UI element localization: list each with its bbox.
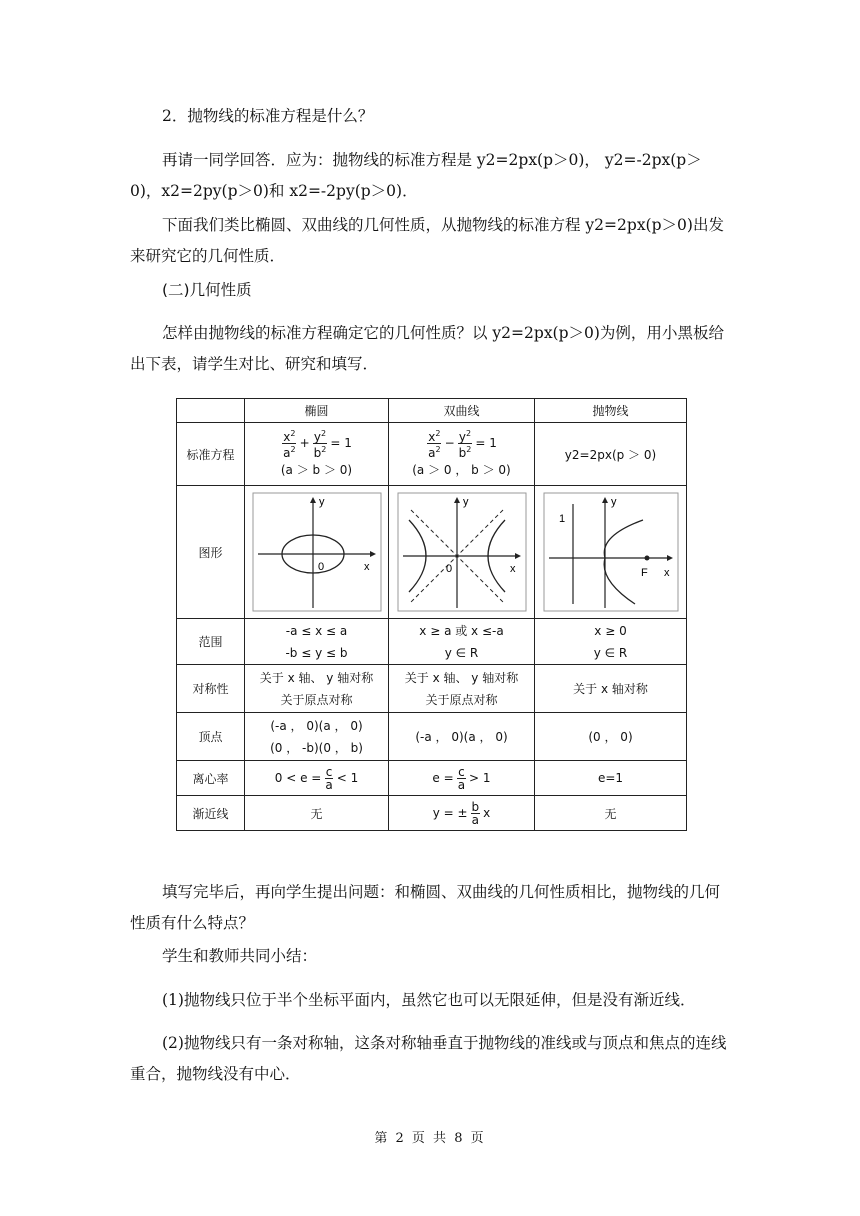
row-label-asymptote: 渐近线	[177, 796, 245, 831]
parabola-equation-cell	[535, 423, 687, 486]
hyperbola-asymptote-cell: y = ± $\frac{b}{a}$ x	[389, 796, 535, 831]
header-parabola: 抛物线	[535, 399, 687, 423]
hyperbola-y-label: y	[462, 496, 468, 508]
ellipse-eq-frac-y: $\frac{y^2}{b^2}$	[313, 428, 327, 460]
summary-point-2: (2)抛物线只有一条对称轴，这条对称轴垂直于抛物线的准线或与顶点和焦点的连线重合，抛物线没有中心．	[130, 1034, 727, 1083]
parabola-range-x: x ≥ 0	[594, 623, 627, 638]
ellipse-range-x: -a ≤ x ≤ a	[285, 623, 348, 638]
hyperbola-symmetry-cell	[389, 665, 535, 713]
ellipse-origin-label: 0	[317, 561, 324, 573]
parabola-curve	[604, 520, 643, 604]
parabola-x-label: x	[663, 567, 669, 579]
hyperbola-equation-cell: $\frac{x^2}{a^2}$ − $\frac{y^2}{b^2}$ = 1 (a ＞ 0 ， b ＞ 0)	[389, 423, 535, 486]
hyperbola-condition: (a ＞ 0 ， b ＞ 0)	[412, 462, 511, 477]
hyperbola-vertex: (-a ， 0)(a ， 0)	[415, 730, 508, 744]
hyperbola-ecc-frac: $\frac{c}{a}$	[457, 764, 466, 792]
parabola-asymptote: 无	[604, 806, 617, 821]
hyperbola-x-label: x	[509, 563, 515, 575]
ellipse-range-y: -b ≤ y ≤ b	[285, 645, 348, 660]
hyperbola-symmetry-origin: 关于原点对称	[425, 692, 498, 707]
hyperbola-eq-frac-x: $\frac{x^2}{a^2}$	[428, 428, 441, 460]
after-paragraph: 填写完毕后，再向学生提出问题：和椭圆、双曲线的几何性质相比，抛物线的几何性质有什么特点？	[130, 883, 721, 932]
hyperbola-range-x: x ≥ a 或 x ≤-a	[419, 623, 504, 638]
vertex-row	[177, 713, 687, 761]
ellipse-symmetry-cell	[245, 665, 389, 713]
ellipse-vertex-x: (-a ， 0)(a ， 0)	[270, 718, 363, 733]
hyperbola-range-y: y ∈ R	[444, 645, 479, 660]
parabola-vertex: (0 ， 0)	[588, 730, 633, 744]
ellipse-range-cell	[245, 619, 389, 665]
ellipse-asymptote-cell	[245, 796, 389, 831]
ellipse-y-label: y	[318, 496, 324, 508]
ellipse-x-label: x	[363, 561, 369, 573]
parabola-graph	[543, 492, 679, 612]
hyperbola-graph	[397, 492, 527, 612]
ellipse-ecc-frac: $\frac{c}{a}$	[325, 764, 333, 792]
hyperbola-eccentricity-cell: e = $\frac{c}{a}$ > 1	[389, 761, 535, 796]
parabola-symmetry: 关于 x 轴对称	[573, 682, 648, 696]
header-hyperbola: 双曲线	[389, 399, 535, 423]
ellipse-vertex-y: (0 ， -b)(0 ， b)	[270, 740, 363, 755]
parabola-y-label: y	[610, 496, 616, 508]
symmetry-row	[177, 665, 687, 713]
parabola-eccentricity-cell	[535, 761, 687, 796]
eccentricity-row	[177, 761, 687, 796]
row-label-range: 范围	[177, 619, 245, 665]
row-label-symmetry: 对称性	[177, 665, 245, 713]
focus-point	[644, 556, 649, 561]
hyperbola-origin-label: 0	[445, 563, 452, 575]
figure-row	[177, 486, 687, 619]
ellipse-condition: (a ＞ b ＞ 0)	[280, 462, 353, 477]
ellipse-figure-cell	[245, 486, 389, 619]
header-empty	[177, 399, 245, 423]
section-title: (二)几何性质	[162, 281, 252, 299]
header-row	[177, 399, 687, 423]
parabola-asymptote-cell	[535, 796, 687, 831]
ellipse-symmetry-axes: 关于 x 轴、 y 轴对称	[259, 670, 374, 685]
ellipse-equation-cell: $\frac{x^2}{a^2}$ + $\frac{y^2}{b^2}$ = 1 (a ＞ b ＞ 0)	[245, 423, 389, 486]
parabola-range-cell	[535, 619, 687, 665]
ellipse-eccentricity-cell: 0 < e = $\frac{c}{a}$ < 1	[245, 761, 389, 796]
header-ellipse: 椭圆	[245, 399, 389, 423]
ellipse-vertex-cell	[245, 713, 389, 761]
row-label-figure: 图形	[177, 486, 245, 619]
parabola-figure-cell	[535, 486, 687, 619]
row-label-vertex: 顶点	[177, 713, 245, 761]
hyperbola-figure-cell	[389, 486, 535, 619]
hyperbola-range-cell	[389, 619, 535, 665]
equation-row	[177, 423, 687, 486]
ellipse-symmetry-origin: 关于原点对称	[280, 692, 353, 707]
ellipse-asymptote: 无	[310, 806, 323, 821]
focus-label: F	[640, 567, 648, 579]
range-row	[177, 619, 687, 665]
hyperbola-eq-frac-y: $\frac{y^2}{b^2}$	[458, 428, 472, 460]
directrix-label: 1	[558, 513, 565, 525]
page-footer: 第 2 页 共 8 页	[374, 1131, 486, 1146]
parabola-range-y: y ∈ R	[593, 645, 628, 660]
row-label-eccentricity: 离心率	[177, 761, 245, 796]
hyperbola-asy-frac: $\frac{b}{a}$	[471, 799, 480, 827]
answer-paragraph: 再请一同学回答．应为：抛物线的标准方程是 y2=2px(p＞0)， y2=-2px(p＞0)，x2=2py(p＞0)和 x2=-2py(p＞0)．	[130, 151, 702, 200]
question-2: 2．抛物线的标准方程是什么？	[162, 107, 374, 125]
ellipse-graph	[252, 492, 382, 612]
hyperbola-vertex-cell	[389, 713, 535, 761]
analogy-paragraph: 下面我们类比椭圆、双曲线的几何性质，从抛物线的标准方程 y2=2px(p＞0)出发来研究它的几何性质．	[130, 216, 724, 265]
properties-table	[176, 398, 687, 831]
ellipse-eq-frac-x: $\frac{x^2}{a^2}$	[283, 428, 296, 460]
parabola-equation: y2=2px(p ＞ 0)	[564, 447, 657, 462]
hyperbola-symmetry-axes: 关于 x 轴、 y 轴对称	[404, 670, 519, 685]
parabola-eccentricity: e=1	[597, 771, 624, 785]
asymptote-row	[177, 796, 687, 831]
parabola-symmetry-cell	[535, 665, 687, 713]
summary-point-1: (1)抛物线只位于半个坐标平面内，虽然它也可以无限延伸，但是没有渐近线．	[162, 991, 696, 1009]
how-paragraph: 怎样由抛物线的标准方程确定它的几何性质？以 y2=2px(p＞0)为例，用小黑板给出下表，请学生对比、研究和填写．	[130, 324, 724, 373]
summary-intro: 学生和教师共同小结：	[162, 947, 318, 965]
parabola-vertex-cell	[535, 713, 687, 761]
row-label-equation: 标准方程	[177, 423, 245, 486]
